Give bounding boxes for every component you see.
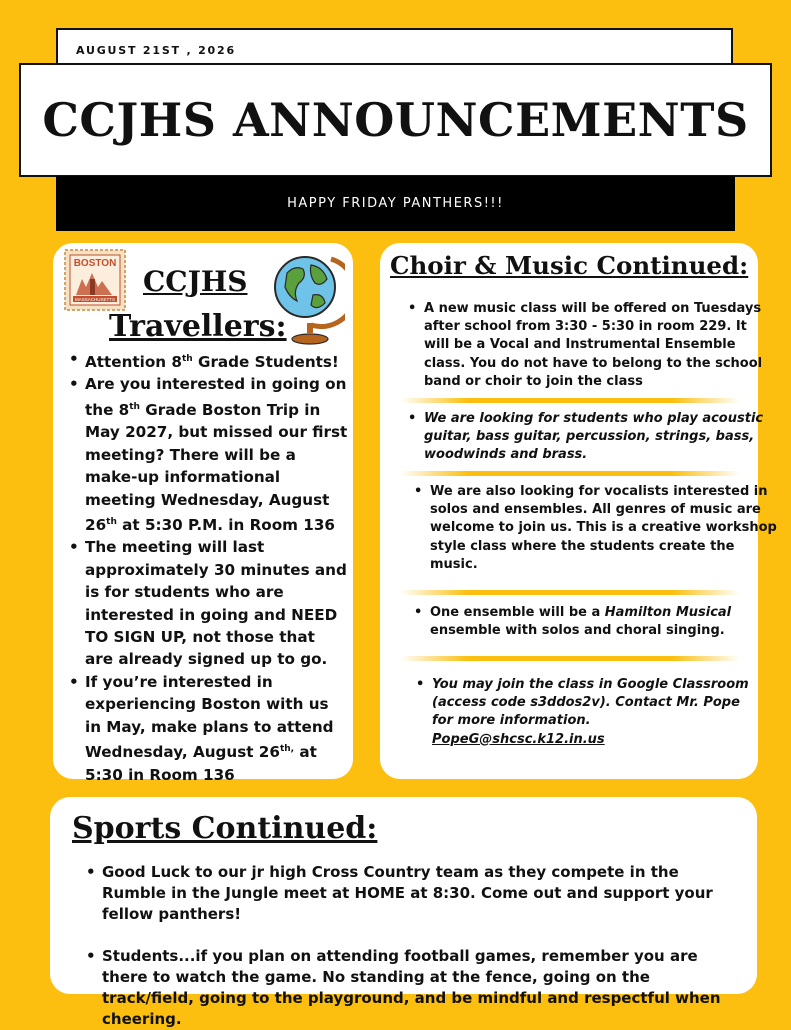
page-title: CCJHS ANNOUNCEMENTS (42, 93, 749, 147)
sports-title: Sports Continued: (72, 811, 378, 846)
sports-card (50, 797, 757, 1028)
divider (400, 590, 740, 595)
title-box (19, 63, 772, 177)
divider (400, 398, 740, 403)
music-title: Choir & Music Continued: (390, 251, 749, 280)
svg-text:BOSTON: BOSTON (73, 258, 117, 269)
list-item: • Are you interested in going on the 8th Grade Boston Trip in May 2027, but missed our first meeting? There will be a make-up informational meeting Wednesday, August 26th at 5:30 P.M. in Room 136 (63, 373, 348, 536)
list-item: • We are also looking for vocalists interested in solos and ensembles. All genres of music are welcome to join us. This is a creative workshop style class where the students create the music. (408, 483, 780, 574)
travellers-card (53, 243, 353, 784)
list-item: • One ensemble will be a Hamilton Musical ensemble with solos and choral singing. (408, 604, 780, 640)
list-item: • Students...if you plan on attending football games, remember you are there to watch the game. No standing at the fence, going on the track/field, going to the playground, and be mindful and respectful when cheering. (80, 946, 740, 1030)
list-item: • You may join the class in Google Classroom (access code s3ddos2v). Contact Mr. Pope for more information. PopeG@shcsc.k12.in.us (410, 676, 757, 749)
list-item: • Good Luck to our jr high Cross Country team as they compete in the Rumble in the Jungle meet at HOME at 8:30. Come out and support your fellow panthers! (80, 862, 740, 925)
travellers-list (63, 348, 348, 786)
divider (400, 471, 740, 476)
sports-list (80, 862, 740, 1030)
travellers-title-line2: Travellers: (109, 309, 287, 344)
divider (400, 656, 740, 661)
boston-stamp-image (64, 249, 126, 311)
list-item: • A new music class will be offered on Tuesdays after school from 3:30 - 5:30 in room 229. It will be a Vocal and Instrumental Ensemble class. You do not have to belong to the school band or choir to join the class (402, 300, 774, 391)
svg-text:MASSACHUSETTS: MASSACHUSETTS (74, 297, 116, 302)
music-card (380, 243, 777, 779)
list-item: • The meeting will last approximately 30 minutes and is for students who are interested in going and NEED TO SIGN UP, not those that are already signed up to go. (63, 536, 348, 670)
list-item: • We are looking for students who play acoustic guitar, bass guitar, percussion, strings, bass, woodwinds and brass. (402, 410, 774, 465)
list-item: • If you’re interested in experiencing Boston with us in May, make plans to attend Wednesday, August $26^{th,}$ at 5:30 in Room 136 (63, 671, 348, 786)
banner: HAPPY FRIDAY PANTHERS!!! (56, 176, 735, 231)
date-text: AUGUST 21ST , 2026 (76, 44, 236, 57)
email-link[interactable]: PopeG@shcsc.k12.in.us (432, 731, 605, 747)
travellers-title-line1: CCJHS (143, 265, 248, 298)
list-item: • Attention 8th Grade Students! (63, 348, 348, 373)
globe-icon (271, 247, 345, 347)
